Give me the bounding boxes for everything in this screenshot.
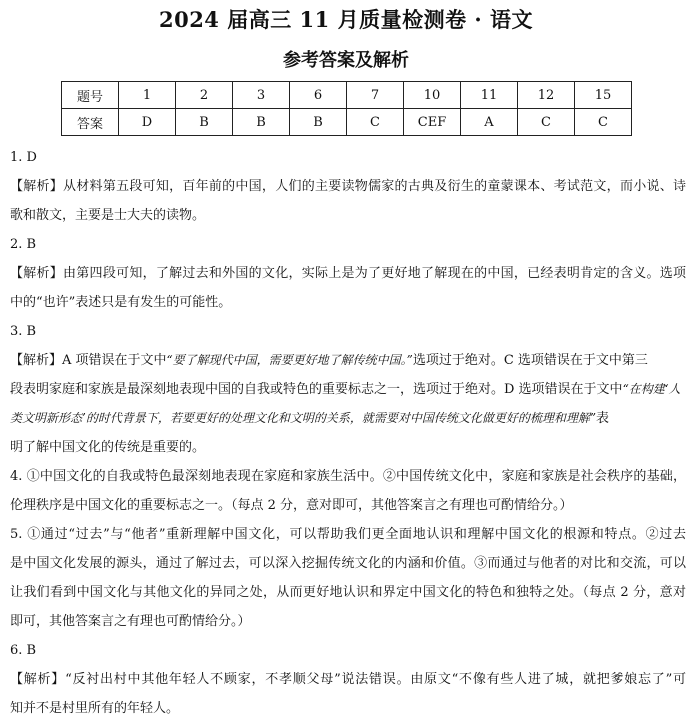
question-3-explanation-line xyxy=(10,404,686,433)
question-5-answer-line: 5. ①通过“过去”与“他者”重新理解中国文化，可以帮助我们更全面地认识和理解中国文化的根源和特点。②过去 xyxy=(10,527,686,542)
table-cell: 12 xyxy=(518,82,575,109)
quoted-text: “在构建‘人 xyxy=(622,382,681,396)
question-1-explanation-line: 【解析】从材料第五段可知，百年前的中国，人们的主要读物儒家的古典及衍生的童蒙课本、考试范文，而小说、诗 xyxy=(10,179,686,194)
page-title: 2024 届高三 11 月质量检测卷 · 语文 xyxy=(158,7,534,32)
quoted-text: “要了解现代中国，需要更好地了解传统中国。” xyxy=(166,353,413,367)
question-3-answer: 3. B xyxy=(10,324,37,339)
table-cell: D xyxy=(119,109,176,136)
question-3-explanation-line xyxy=(10,346,686,375)
question-2-explanation-line: 【解析】由第四段可知，了解过去和外国的文化，实际上是为了更好地了解现在的中国，已经表明肯定的含义。选项 xyxy=(10,266,686,281)
row-label-answer: 答案 xyxy=(62,109,119,136)
question-5-answer-line: 让我们看到中国文化与其他文化的异同之处，从而更好地认识和界定中国文化的特色和独特之处。（每点 2 分，意对 xyxy=(10,585,686,600)
table-cell: B xyxy=(233,109,290,136)
answer-explanations xyxy=(10,143,686,723)
question-5-answer-line: 是中国文化发展的源头，通过了解过去，可以深入挖掘传统文化的内涵和价值。③而通过与他者的对比和交流，可以 xyxy=(10,556,686,571)
explanation-text: 选项过于绝对。C 选项错误在于文中第三 xyxy=(412,353,648,368)
question-4-answer-line: 4. ①中国文化的自我或特色最深刻地表现在家庭和家族生活中。②中国传统文化中，家庭和家族是社会秩序的基础， xyxy=(10,469,686,484)
question-5-answer-line: 即可，其他答案言之有理也可酌情给分。） xyxy=(10,614,251,629)
table-cell: 11 xyxy=(461,82,518,109)
table-cell: A xyxy=(461,109,518,136)
question-1-explanation-line: 歌和散文，主要是士大夫的读物。 xyxy=(10,208,206,223)
table-cell: C xyxy=(575,109,632,136)
question-4-answer-line: 伦理秩序是中国文化的重要标志之一。（每点 2 分，意对即可，其他答案言之有理也可酌情给分。） xyxy=(10,498,573,513)
table-cell: C xyxy=(518,109,575,136)
table-cell: 3 xyxy=(233,82,290,109)
quoted-text: 类文明新形态’的时代背景下，若要更好的处理文化和文明的关系，就需要对中国传统文化做更好的梳理和理解” xyxy=(10,411,596,425)
explanation-text: 表 xyxy=(595,411,609,426)
question-6-answer: 6. B xyxy=(10,643,37,658)
explanation-text: 【解析】A 项错误在于文中 xyxy=(10,353,167,368)
table-cell: 10 xyxy=(404,82,461,109)
question-6-explanation-line: 知并不是村里所有的年轻人。 xyxy=(10,701,180,716)
question-3-explanation-line xyxy=(10,375,686,404)
question-3-explanation-line: 明了解中国文化的传统是重要的。 xyxy=(10,440,206,455)
table-cell: B xyxy=(290,109,347,136)
page-subtitle: 参考答案及解析 xyxy=(283,50,409,71)
table-cell: 7 xyxy=(347,82,404,109)
table-cell: 1 xyxy=(119,82,176,109)
table-row-numbers xyxy=(62,82,632,109)
question-6-explanation-line: 【解析】“反衬出村中其他年轻人不顾家，不孝顺父母”说法错误。由原文“不像有些人进了城，就把爹娘忘了”可 xyxy=(10,672,686,687)
table-cell: B xyxy=(176,109,233,136)
table-cell: C xyxy=(347,109,404,136)
question-2-explanation-line: 中的“也许”表述只是有发生的可能性。 xyxy=(10,295,232,310)
table-cell: 2 xyxy=(176,82,233,109)
table-cell: 15 xyxy=(575,82,632,109)
table-cell: 6 xyxy=(290,82,347,109)
explanation-text: 段表明家庭和家族是最深刻地表现中国的自我或特色的重要标志之一，选项过于绝对。D 选项错误在于文中 xyxy=(10,382,623,397)
row-label-question-number: 题号 xyxy=(62,82,119,109)
question-1-answer: 1. D xyxy=(10,150,37,165)
answer-table xyxy=(61,81,632,136)
question-2-answer: 2. B xyxy=(10,237,37,252)
table-cell: CEF xyxy=(404,109,461,136)
table-row-answers xyxy=(62,109,632,136)
